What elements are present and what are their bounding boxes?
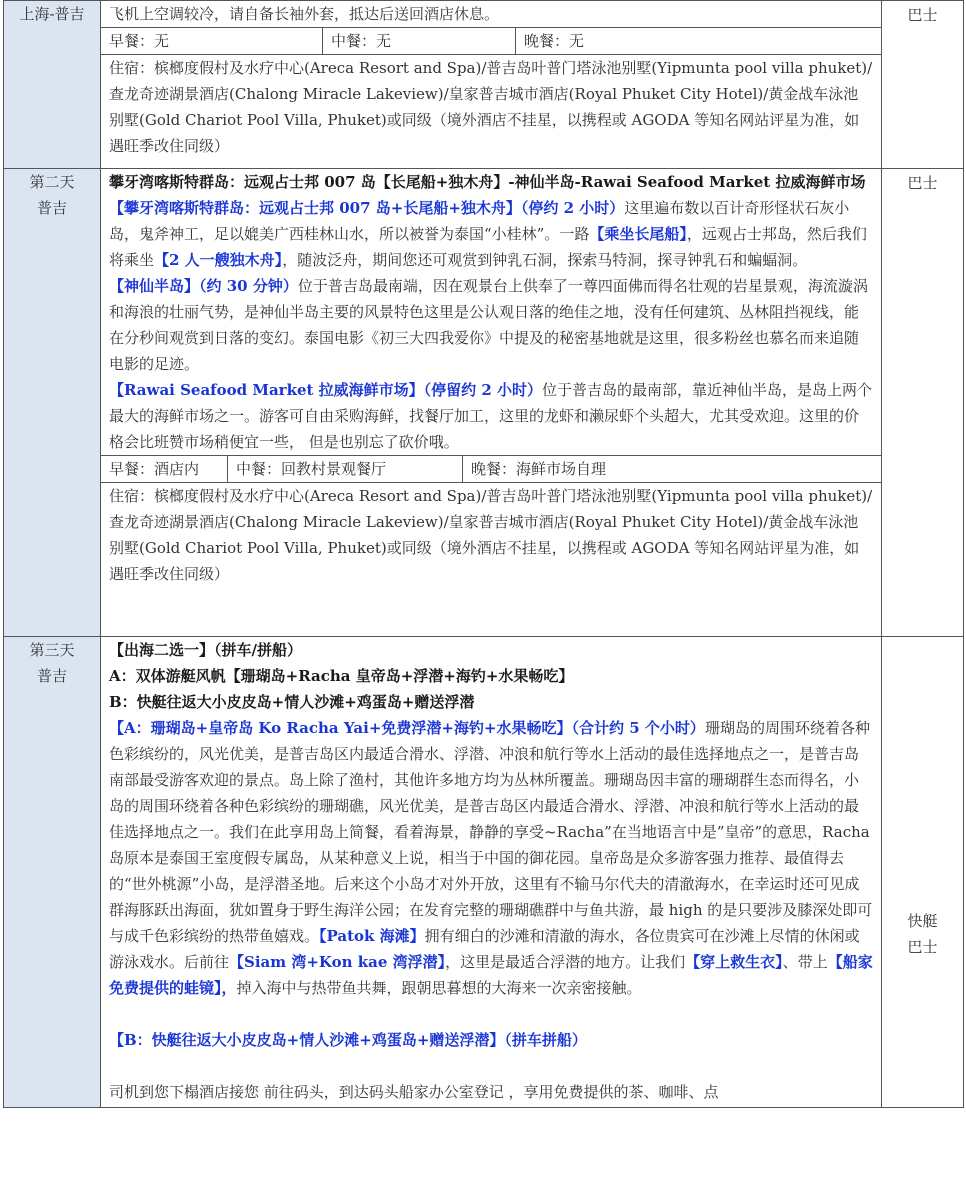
day2-title: 攀牙湾喀斯特群岛：远观占士邦 007 岛【长尾船+独木舟】-神仙半岛-Rawai Seafood Market 拉威海鲜市场 [109, 173, 866, 191]
day3-row [4, 637, 964, 1108]
itinerary-page [3, 0, 963, 1108]
day1-dinner: 晚餐：无 [524, 32, 585, 50]
day1-hotel: 住宿：槟榔度假村及水疗中心(Areca Resort and Spa)/普吉岛叶普门塔泳池别墅(Yipmunta pool villa phuket)/查龙奇迹湖景酒店(Chalong Miracle Lakeview)/皇家普吉城市酒店(Royal Phuket City Hotel)/黄金战车泳池别墅(Gold Chariot Pool Villa, Phuket)或同级（境外酒店不挂星，以携程或 AGODA 等知名网站评星为准，如遇旺季改住同级） [109, 59, 873, 155]
day2-p2-text: 位于普吉岛最南端，因在观景台上供奉了一尊四面佛而得名壮观的岩星景观，海流漩涡和海浪的壮丽气势，是神仙半岛主要的风景特色这里是公认观日落的绝佳之地，没有任何建筑、丛林阻挡视线，能在分秒间观赏到日落的变幻。泰国电影《初三大四我爱你》中提及的秘密基地就是这里，很多粉丝也慕名而来追随电影的足迹。 [109, 277, 868, 373]
day2-p3-heading: 【Rawai Seafood Market 拉威海鲜市场】（停留约 2 小时） [109, 381, 543, 399]
day3-line2: A：双体游艇风帆【珊瑚岛+Racha 皇帝岛+浮潜+海钓+水果畅吃】 [109, 667, 574, 685]
day2-p3-text: 位于普吉岛的最南部，靠近神仙半岛，是岛上两个最大的海鲜市场之一。游客可自由采购海鲜，找餐厅加工，这里的龙虾和濑尿虾个头超大，尤其受欢迎。这里的价格会比班赞市场稍便宜一些， 但是也别忘了砍价哦。 [109, 381, 873, 451]
day2-p1-heading: 【攀牙湾喀斯特群岛：远观占士邦 007 岛+长尾船+独木舟】（停约 2 小时） [109, 199, 625, 217]
day2-transport: 巴士 [907, 174, 938, 192]
day1-transport-cell [882, 1, 964, 169]
day3-a-heading2: 【Patok 海滩】 [319, 927, 425, 945]
day1-label-cell [4, 1, 101, 169]
day2-paragraph-promthep [109, 273, 873, 377]
day2-paragraph-rawai [109, 377, 873, 455]
day2-transport-cell [882, 169, 964, 637]
day2-p1-text2: ，远观占士邦岛，然后我们将乘坐 [109, 225, 867, 269]
day2-label-line1: 第二天 [29, 173, 75, 191]
itinerary-table [3, 0, 964, 1108]
day2-label-line2: 普吉 [36, 199, 67, 217]
day3-a-heading: 【A：珊瑚岛+皇帝岛 Ko Racha Yai+免费浮潜+海钓+水果畅吃】（合计约 5 个小时） [109, 719, 705, 737]
day3-a-text5: 掉入海中与热带鱼共舞，跟朝思暮想的大海来一次亲密接触。 [236, 979, 642, 997]
day2-meals [101, 455, 881, 483]
day2-p1-heading3: 【2 人一艘独木舟】 [154, 251, 283, 269]
day2-lunch: 中餐：回教村景观餐厅 [228, 456, 463, 482]
day1-text: 飞机上空调较冷，请自备长袖外套，抵达后送回酒店休息。 [109, 5, 500, 23]
day1-lunch: 中餐：无 [323, 28, 516, 54]
day3-line3: B：快艇往返大小皮皮岛+情人沙滩+鸡蛋岛+赠送浮潜 [109, 693, 475, 711]
day3-line1: 【出海二选一】（拼车/拼船） [109, 641, 302, 659]
day1-transport: 巴士 [907, 6, 938, 24]
day1-row [4, 1, 964, 169]
day1-content-cell [101, 1, 882, 169]
day2-breakfast: 早餐：酒店内 [101, 456, 228, 482]
day2-label-cell [4, 169, 101, 637]
day3-transport-1: 快艇 [907, 912, 938, 930]
day2-p1-heading2: 【乘坐长尾船】 [589, 225, 687, 243]
day3-a-text3: ，这里是最适合浮潜的地方。让我们 [445, 953, 686, 971]
day2-p2-heading: 【神仙半岛】（约 30 分钟） [109, 277, 298, 295]
day3-transport-2: 巴士 [907, 938, 938, 956]
day3-body [101, 637, 881, 1107]
day3-a-heading5: 【船家免费提供的蛙镜】， [109, 953, 873, 997]
day3-transport-cell [882, 637, 964, 1108]
day3-option-b-text: 司机到您下榻酒店接您 前往码头，到达码头船家办公室登记 ，享用免费提供的茶、咖啡、点 [109, 1083, 719, 1101]
day2-body [101, 169, 881, 455]
day2-p1-text1: 这里遍布数以百计奇形怪状石灰小岛，鬼斧神工，足以媲美广西桂林山水，所以被誉为泰国“小桂林”。一路 [109, 199, 850, 243]
day3-label-cell [4, 637, 101, 1108]
day3-a-text1: 珊瑚岛的周围环绕着各种色彩缤纷的，风光优美，是普吉岛区内最适合滑水、浮潜、冲浪和航行等水上活动的最佳选择地点之一，是普吉岛南部最受游客欢迎的景点。岛上除了渔村，其他许多地方均为丛林所覆盖。珊瑚岛因丰富的珊瑚群生态而得名，小岛的周围环绕着各种色彩缤纷的珊瑚礁，风光优美，是普吉岛区内最适合滑水、浮潜、冲浪和航行等水上活动的最佳选择地点之一。我们在此享用岛上简餐，看着海景，静静的享受~Racha”在当地语言中是”皇帝”的意思，Racha 岛原本是泰国王室度假专属岛，从某种意义上说，相当于中国的御花园。皇帝岛是众多游客强力推荐、最值得去的“世外桃源”小岛，是浮潜圣地。后来这个小岛才对外开放，这里有不输马尔代夫的清澈海水，在幸运时还可见成群海豚跃出海面，犹如置身于野生海洋公园；在发育完整的珊瑚礁群中与鱼共游，最 high 的是只要涉及膝深处即可与成千色彩缤纷的热带鱼嬉戏。 [109, 719, 873, 945]
day1-breakfast: 早餐：无 [101, 28, 323, 54]
day2-paragraph-phang-nga [109, 195, 873, 273]
day2-p1-text3: ，随波泛舟，期间您还可观赏到钟乳石洞，探索马特洞，探寻钟乳石和蝙蝠洞。 [282, 251, 808, 269]
day3-spacer-2 [109, 1053, 873, 1079]
day2-dinner: 晚餐：海鲜市场自理 [471, 460, 607, 478]
day2-content-cell [101, 169, 882, 637]
day1-meals [101, 27, 881, 55]
day3-a-heading4: 【穿上救生衣】 [685, 953, 783, 971]
day3-option-b-heading: 【B：快艇往返大小皮皮岛+情人沙滩+鸡蛋岛+赠送浮潜】（拼车拼船） [109, 1031, 587, 1049]
day3-a-text2: 拥有细白的沙滩和清澈的海水，各位贵宾可在沙滩上尽情的休闲或游泳戏水。后前往 [109, 927, 860, 971]
day3-content-cell [101, 637, 882, 1108]
day2-row [4, 169, 964, 637]
day1-label: 上海-普吉 [19, 5, 85, 23]
day3-label-line2: 普吉 [36, 667, 67, 685]
day2-hotel: 住宿：槟榔度假村及水疗中心(Areca Resort and Spa)/普吉岛叶普门塔泳池别墅(Yipmunta pool villa phuket)/查龙奇迹湖景酒店(Chalong Miracle Lakeview)/皇家普吉城市酒店(Royal Phuket City Hotel)/黄金战车泳池别墅(Gold Chariot Pool Villa, Phuket)或同级（境外酒店不挂星，以携程或 AGODA 等知名网站评星为准，如遇旺季改住同级） [109, 487, 873, 583]
day3-spacer-1 [109, 1001, 873, 1027]
day3-a-heading3: 【Siam 湾+Kon kae 湾浮潜】 [229, 953, 446, 971]
day3-a-text4: 、带上 [782, 953, 828, 971]
day3-label-line1: 第三天 [29, 641, 75, 659]
day3-option-a-paragraph [109, 715, 873, 1001]
